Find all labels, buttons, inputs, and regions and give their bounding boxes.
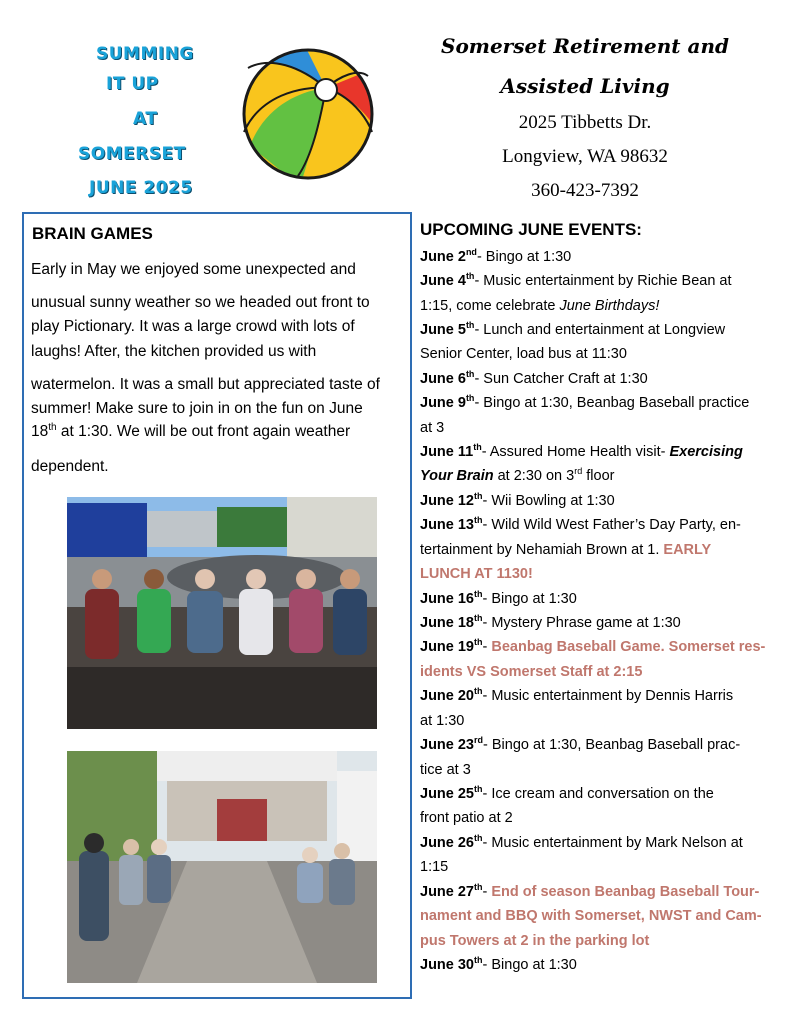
- event-june-25: June 25th- Ice cream and conversation on the: [420, 784, 714, 802]
- event-june-4: June 4th- Music entertainment by Richie Bean at: [420, 271, 732, 289]
- event-june-9-cont: at 3: [420, 420, 445, 436]
- masthead-line-summing: SUMMING: [96, 44, 194, 64]
- brain-games-line: play Pictionary. It was a large crowd with lots of: [31, 318, 355, 335]
- brain-games-title: BRAIN GAMES: [32, 224, 153, 243]
- brain-games-line: laughs! After, the kitchen provided us with: [31, 343, 317, 360]
- beach-ball-icon: [240, 46, 376, 182]
- events-title: UPCOMING JUNE EVENTS:: [420, 220, 642, 239]
- event-june-23-cont: tice at 3: [420, 762, 471, 778]
- event-june-27: June 27th- End of season Beanbag Baseball Tour-: [420, 882, 760, 900]
- event-june-11: June 11th- Assured Home Health visit- Exercising: [420, 442, 743, 460]
- event-june-18: June 18th- Mystery Phrase game at 1:30: [420, 613, 681, 631]
- masthead-line-somerset: SOMERSET: [78, 144, 186, 164]
- brain-games-line: dependent.: [31, 458, 109, 475]
- event-june-12: June 12th- Wii Bowling at 1:30: [420, 491, 615, 509]
- event-june-4-cont: 1:15, come celebrate June Birthdays!: [420, 298, 660, 314]
- masthead-line-date: JUNE 2025: [89, 178, 193, 198]
- brain-games-line: summer! Make sure to join in on the fun on June: [31, 400, 363, 417]
- masthead-line-at: AT: [133, 109, 158, 129]
- event-june-5: June 5th- Lunch and entertainment at Longview: [420, 320, 726, 338]
- event-june-16: June 16th- Bingo at 1:30: [420, 589, 577, 607]
- org-name-line-2: Assisted Living: [500, 74, 670, 98]
- residents-at-front-entrance-photo: [67, 751, 377, 983]
- event-june-6: June 6th- Sun Catcher Craft at 1:30: [420, 369, 648, 387]
- org-header: [420, 0, 750, 210]
- event-june-19: June 19th- Beanbag Baseball Game. Somerset res-: [420, 637, 766, 655]
- brain-games-line: unusual sunny weather so we headed out front to: [31, 294, 370, 311]
- event-june-25-cont: front patio at 2: [420, 810, 513, 826]
- brain-games-line: Early in May we enjoyed some unexpected and: [31, 261, 356, 278]
- org-city: Longview, WA 98632: [502, 146, 668, 167]
- event-june-26: June 26th- Music entertainment by Mark Nelson at: [420, 833, 743, 851]
- event-june-9: June 9th- Bingo at 1:30, Beanbag Baseball practice: [420, 393, 750, 411]
- event-june-13-cont: tertainment by Nehamiah Brown at 1. EARLY: [420, 542, 712, 558]
- event-june-26-cont: 1:15: [420, 859, 449, 875]
- event-june-23: June 23rd- Bingo at 1:30, Beanbag Baseball prac-: [420, 735, 741, 753]
- event-june-5-cont: Senior Center, load bus at 11:30: [420, 346, 627, 362]
- event-june-13-cont2: LUNCH AT 1130!: [420, 566, 533, 582]
- event-june-11-cont: Your Brain at 2:30 on 3rd floor: [420, 466, 615, 484]
- event-june-27-cont: nament and BBQ with Somerset, NWST and Cam-: [420, 908, 762, 924]
- event-june-20: June 20th- Music entertainment by Dennis Harris: [420, 686, 734, 704]
- brain-games-line: 18th at 1:30. We will be out front again weather: [31, 421, 351, 440]
- brain-games-box: [22, 212, 412, 999]
- org-street: 2025 Tibbetts Dr.: [518, 112, 652, 133]
- org-name-line-1: Somerset Retirement and: [441, 34, 729, 58]
- brain-games-line: watermelon. It was a small but appreciated taste of: [31, 376, 380, 393]
- event-june-13: June 13th- Wild Wild West Father’s Day Party, en-: [420, 515, 741, 533]
- event-june-27-cont2: pus Towers at 2 in the parking lot: [420, 933, 650, 949]
- event-june-19-cont: idents VS Somerset Staff at 2:15: [420, 664, 643, 680]
- event-june-30: June 30th- Bingo at 1:30: [420, 955, 577, 973]
- residents-seated-outdoors-photo: [67, 497, 377, 729]
- event-june-2: June 2nd- Bingo at 1:30: [420, 247, 572, 265]
- org-phone: 360-423-7392: [531, 180, 639, 201]
- masthead-line-it-up: IT UP: [106, 74, 159, 94]
- event-june-20-cont: at 1:30: [420, 713, 465, 729]
